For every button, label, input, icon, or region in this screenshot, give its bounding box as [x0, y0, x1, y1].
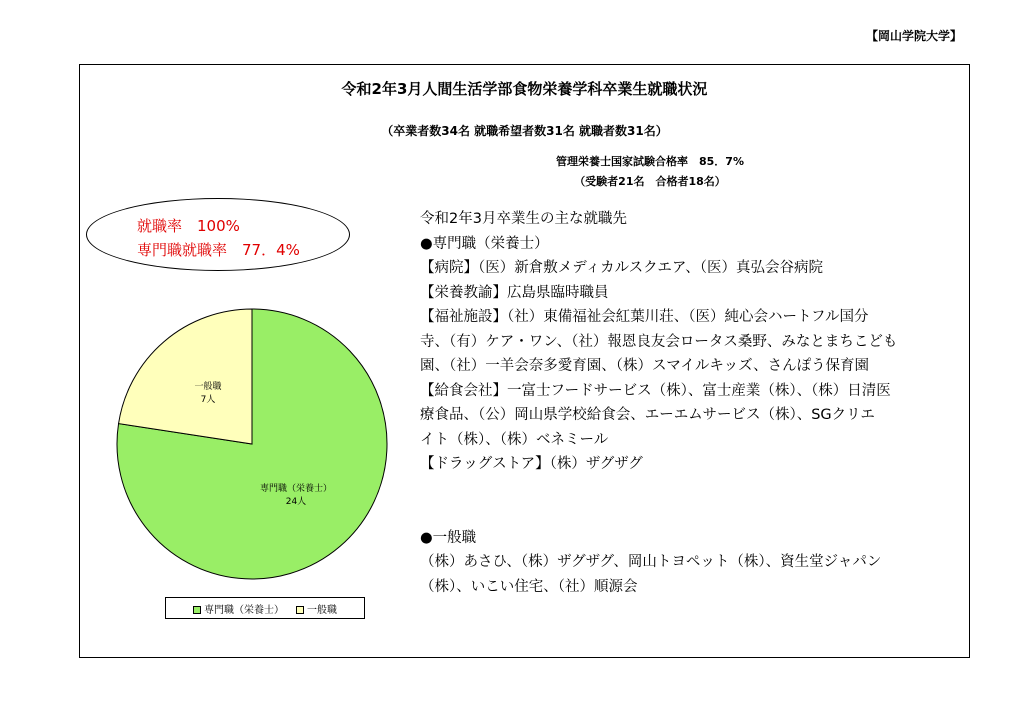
- destination-line: イト（株）、（株）ベネミール: [420, 431, 609, 448]
- graduate-counts: （卒業者数34名 就職希望者数31名 就職者数31名）: [381, 124, 668, 138]
- report-frame: [79, 64, 970, 658]
- legend-swatch-specialist: [193, 606, 201, 614]
- destination-line: 【給食会社】一富士フードサービス（株）、富士産業（株）、（株）日清医: [420, 382, 891, 399]
- specialist-heading: ●専門職（栄養士）: [420, 235, 549, 252]
- destination-line: 【福祉施設】（社）東備福祉会紅葉川荘、（医）純心会ハートフル国分: [420, 309, 869, 325]
- destination-line: 【病院】（医）新倉敷メディカルスクエア、（医）真弘会谷病院: [420, 260, 823, 276]
- destinations-list: [420, 207, 940, 599]
- destination-line: （株）あさひ、（株）ザグザグ、岡山トヨペット（株）、資生堂ジャパン: [420, 554, 882, 570]
- destination-line: 療食品、（公）岡山県学校給食会、エーエムサービス（株）、SGクリエ: [420, 407, 875, 423]
- specialist-rate: 専門職就職率 77．4%: [137, 241, 300, 259]
- legend-item: [193, 601, 284, 616]
- pie-label-general: 一般職 7人: [194, 381, 222, 405]
- legend-label-specialist: 専門職（栄養士）: [204, 604, 284, 616]
- destination-line: 【栄養教諭】広島県臨時職員: [420, 284, 609, 301]
- pie-chart: [115, 307, 390, 582]
- destinations-heading: 令和2年3月卒業生の主な就職先: [420, 211, 627, 227]
- pie-label-specialist: 専門職（栄養士） 24人: [259, 484, 332, 508]
- destination-line: （株）、いこい住宅、（社）順源会: [420, 578, 638, 595]
- pie-slice-general: [119, 309, 252, 444]
- destination-line: 寺、（有）ケア・ワン、（社）報恩良友会ロータス桑野、みなとまちこども: [420, 333, 898, 350]
- legend-item: [296, 601, 337, 616]
- legend-swatch-general: [296, 606, 304, 614]
- destination-line: 園、（社）一羊会奈多愛育園、（株）スマイルキッズ、さんぽう保育園: [420, 358, 870, 374]
- pass-rate-detail: （受験者21名 合格者18名）: [574, 175, 726, 188]
- corner-label: 【岡山学院大学】: [865, 29, 962, 43]
- legend-label-general: 一般職: [307, 604, 337, 616]
- exam-pass-rate: [485, 152, 815, 192]
- destination-line: 【ドラッグストア】（株）ザグザグ: [420, 456, 643, 472]
- chart-legend: [165, 597, 365, 619]
- employment-rate: 就職率 100%: [137, 217, 240, 235]
- pass-rate-line: 管理栄養士国家試験合格率 85．7%: [556, 155, 744, 168]
- general-heading: ●一般職: [420, 529, 477, 546]
- report-title: 令和2年3月人間生活学部食物栄養学科卒業生就職状況: [341, 80, 708, 98]
